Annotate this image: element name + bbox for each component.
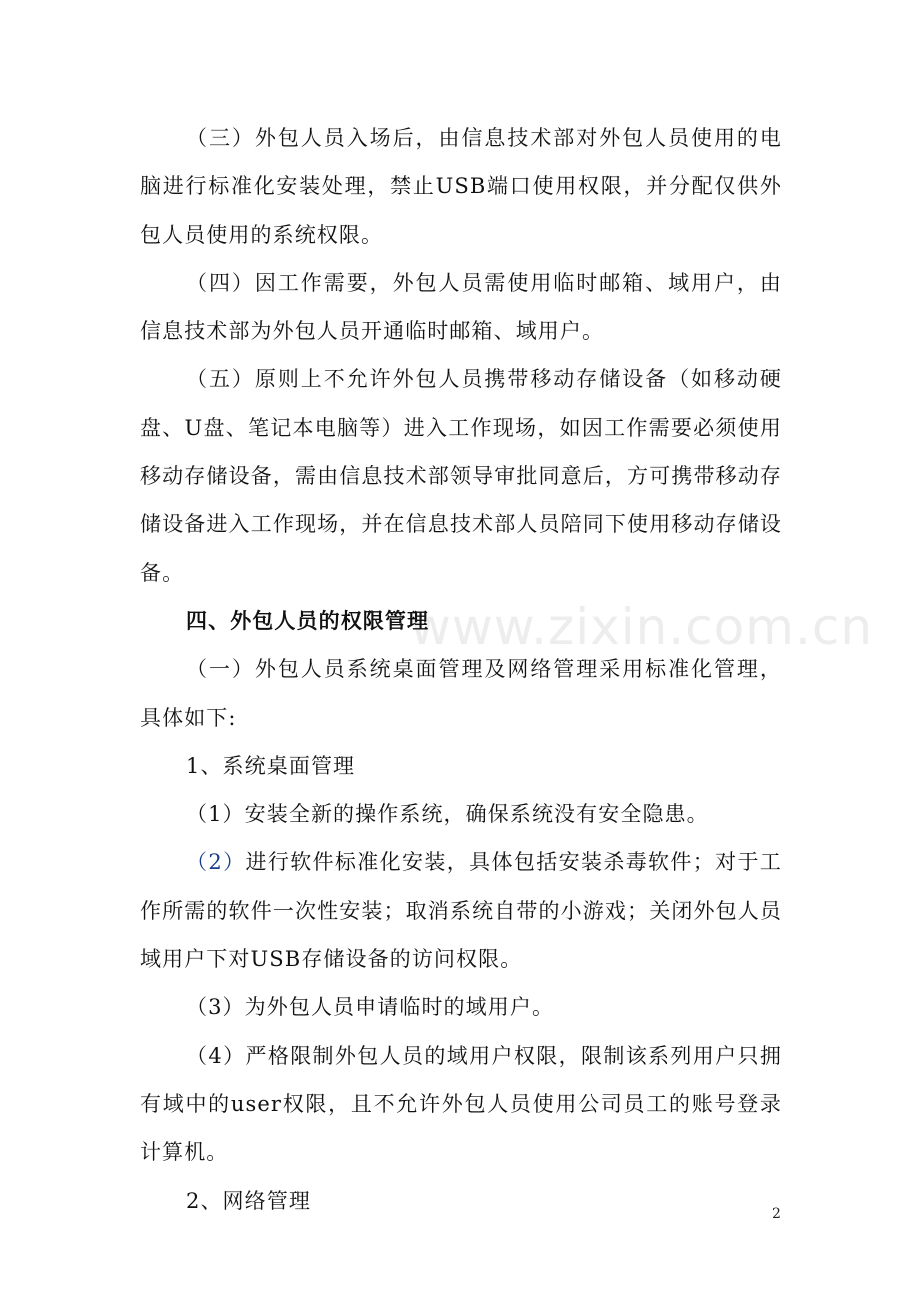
document-body [140, 114, 782, 1225]
subheading-network-management: 2、网络管理 [186, 1188, 311, 1213]
paragraph-4-temporary-mailbox: （四）因工作需要，外包人员需使用临时邮箱、域用户，由信息技术部为外包人员开通临时邮箱、域用户。 [140, 270, 782, 344]
item-2-number: （2） [186, 850, 246, 875]
page-number: 2 [772, 1206, 781, 1222]
section-heading-permission-management: 四、外包人员的权限管理 [186, 607, 430, 633]
paragraph-5-mobile-storage: （五）原则上不允许外包人员携带移动存储设备（如移动硬盘、U盘、笔记本电脑等）进入工作现场，如因工作需要必须使用移动存储设备，需由信息技术部领导审批同意后，方可携带移动存储设备进入工作现场，并在信息技术部人员陪同下使用移动存储设备。 [140, 367, 782, 585]
subheading-desktop-management: 1、系统桌面管理 [186, 753, 356, 778]
watermark: www.zixin.com.cn [410, 598, 874, 656]
item-1-install-os: （1）安装全新的操作系统，确保系统没有安全隐患。 [186, 802, 709, 827]
item-4-restrict-permissions: （4）严格限制外包人员的域用户权限，限制该系列用户只拥有域中的user权限，且不允许外包人员使用公司员工的账号登录计算机。 [140, 1043, 782, 1165]
item-3-domain-user: （3）为外包人员申请临时的域用户。 [186, 995, 555, 1020]
paragraph-3-outsourcing-computer-setup: （三）外包人员入场后，由信息技术部对外包人员使用的电脑进行标准化安装处理，禁止USB端口使用权限，并分配仅供外包人员使用的系统权限。 [140, 126, 782, 247]
item-2-text: 进行软件标准化安装，具体包括安装杀毒软件；对于工作所需的软件一次性安装；取消系统自带的小游戏；关闭外包人员域用户下对USB存储设备的访问权限。 [140, 850, 782, 972]
item-2-software-install [140, 838, 782, 983]
paragraph-1-standardized-management: （一）外包人员系统桌面管理及网络管理采用标准化管理，具体如下: [140, 657, 782, 730]
